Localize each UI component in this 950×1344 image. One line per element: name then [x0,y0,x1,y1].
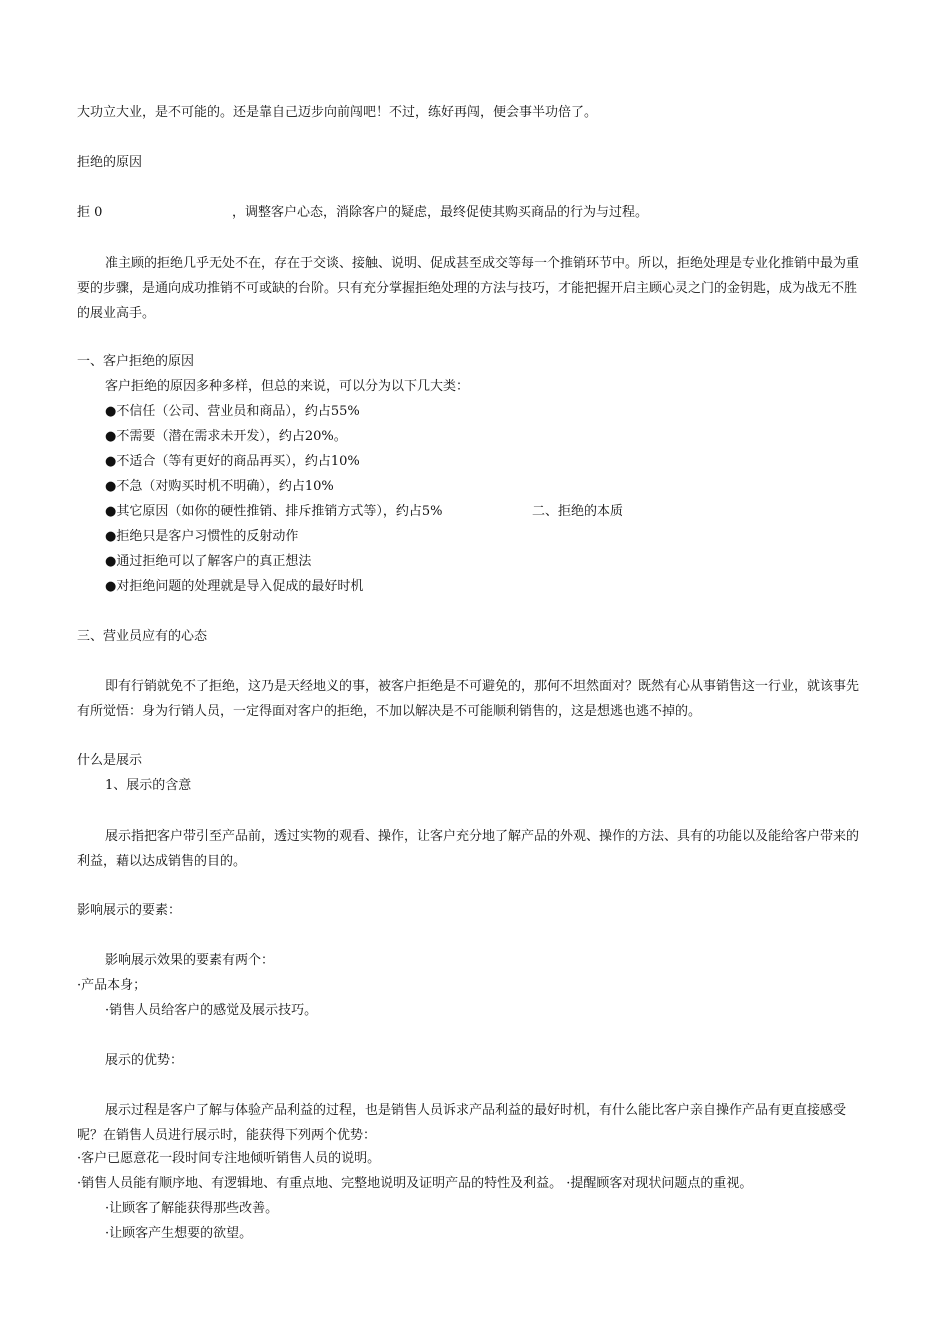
definition-line-start: 拒 0 [77,205,103,220]
factors-intro: 影响展示效果的要素有两个： [105,953,275,968]
bullet-distrust: ● 不信任（公司、营业员和商品），约占55% [105,403,360,421]
advantage-ordered-explanation: ·销售人员能有顺序地、有逻辑地、有重点地、完整地说明及证明产品的特性及利益。 ·提醒顾客对现状问题点的重视。 [77,1176,753,1191]
paragraph-demonstration-advantages: 展示过程是客户了解与体验产品利益的过程，也是销售人员诉求产品利益的最好时机，有什么能比客户亲自操作产品有更直接感受呢？在销售人员进行展示时，能获得下列两个优势： [77,1103,847,1143]
paragraph-face-rejection: 即有行销就免不了拒绝，这乃是天经地义的事，被客户拒绝是不可避免的，那何不坦然面对？既然有心从事销售这一行业，就该事先有所觉悟：身为行销人员，一定得面对客户的拒绝，不加以解决是不可能顺利销售的，这是想逃也逃不掉的。 [77,679,860,719]
bullet-not-suitable: ● 不适合（等有更好的商品再买），约占10% [105,453,360,471]
bullet-closing-opportunity: ● 对拒绝问题的处理就是导入促成的最好时机 [105,578,363,596]
subheading-demonstration-meaning: 1、展示的含意 [105,778,192,793]
bullet-no-need: ● 不需要（潜在需求未开发），约占20%。 [105,428,347,446]
heading-customer-rejection-reasons: 一、客户拒绝的原因 [77,354,195,369]
paragraph-rejection-everywhere: 准主顾的拒绝几乎无处不在，存在于交谈、接触、说明、促成甚至成交等每一个推销环节中。所以，拒绝处理是专业化推销中最为重要的步骤，是通向成功推销不可或缺的台阶。只有充分掌握拒绝处理的方法与技巧，才能把握开启主顾心灵之门的金钥匙，成为战无不胜的展业高手。 [77,256,860,321]
advantage-customer-listening: ·客户已愿意花一段时间专注地倾听销售人员的说明。 [77,1151,381,1166]
heading-demonstration-factors: 影响展示的要素： [77,903,182,918]
definition-line-end: ，调整客户心态，消除客户的疑虑，最终促使其购买商品的行为与过程。 [232,205,649,220]
bullet-other-reasons: ● 其它原因（如你的硬性推销、排斥推销方式等），约占5% [105,503,442,521]
paragraph-demonstration-definition: 展示指把客户带引至产品前，透过实物的观看、操作，让客户充分地了解产品的外观、操作的方法、具有的功能以及能给客户带来的利益，藉以达成销售的目的。 [77,829,860,869]
factor-salesperson: ·销售人员给客户的感觉及展示技巧。 [105,1003,318,1018]
rejection-categories-intro: 客户拒绝的原因多种多样，但总的来说，可以分为以下几大类： [105,379,470,394]
intro-line: 大功立大业，是不可能的。还是靠自己迈步向前闯吧！不过，练好再闯，便会事半功倍了。 [77,105,598,120]
advantage-desire: ·让顾客产生想要的欲望。 [105,1226,253,1241]
heading-what-is-demonstration: 什么是展示 [77,753,143,768]
heading-nature-of-rejection: 二、拒绝的本质 [532,504,624,519]
bullet-understand-thoughts: ● 通过拒绝可以了解客户的真正想法 [105,553,311,571]
heading-salesperson-mindset: 三、营业员应有的心态 [77,629,208,644]
bullet-reflex-action: ● 拒绝只是客户习惯性的反射动作 [105,528,298,546]
section-title-rejection-reasons: 拒绝的原因 [77,155,143,170]
bullet-not-urgent: ● 不急（对购买时机不明确），约占10% [105,478,334,496]
heading-demonstration-advantages: 展示的优势： [105,1053,184,1068]
advantage-improvements: ·让顾客了解能获得那些改善。 [105,1201,279,1216]
factor-product: ·产品本身； [77,978,147,993]
